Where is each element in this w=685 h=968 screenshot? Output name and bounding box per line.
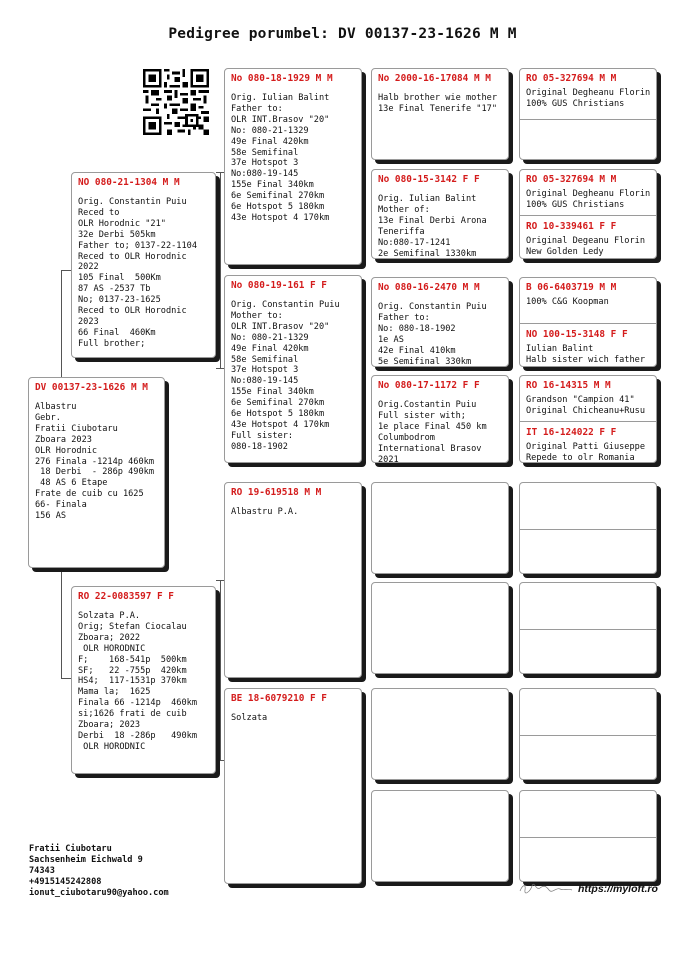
pigeon-card-empty[interactable] xyxy=(371,688,509,780)
ring-number: No 080-15-3142 F F xyxy=(378,174,480,185)
owner-phone: +4915145242808 xyxy=(29,877,102,887)
card-details: Original Degheanu Florin 100% GUS Christians xyxy=(526,88,651,109)
connector-line xyxy=(220,580,221,760)
pigeon-card-father-father[interactable] xyxy=(224,68,362,265)
card-details: Orig. Constantin Puiu Father to: No: 080-18-1902 1e AS 42e Final 410km 5e Semifinal 330km xyxy=(378,302,487,367)
pigeon-card-g7-g8[interactable] xyxy=(519,375,657,463)
ring-number: RO 16-14315 M M xyxy=(526,380,611,391)
ring-number: No 080-17-1172 F F xyxy=(378,380,480,391)
connector-line xyxy=(61,568,62,678)
ring-number: No 2000-16-17084 M M xyxy=(378,73,491,84)
connector-line xyxy=(61,678,71,679)
pigeon-card-empty[interactable] xyxy=(371,790,509,882)
pigeon-card-fmf[interactable] xyxy=(371,277,509,367)
ring-number: No 080-16-2470 M M xyxy=(378,282,480,293)
card-details: Iulian Balint Halb sister wich father xyxy=(526,343,645,365)
pigeon-card-fmm[interactable] xyxy=(371,375,509,463)
card-details: Original Degeanu Florin New Golden Ledy xyxy=(526,235,645,257)
ring-number: RO 05-327694 M M xyxy=(526,174,617,185)
pigeon-card-empty[interactable] xyxy=(371,582,509,674)
ring-number: NO 100-15-3148 F F xyxy=(526,328,628,340)
pigeon-card-mother[interactable] xyxy=(71,586,216,774)
connector-line xyxy=(61,270,71,271)
pigeon-card-empty[interactable] xyxy=(519,582,657,674)
owner-contact xyxy=(29,844,169,899)
card-details: Albastru P.A. xyxy=(231,507,299,517)
pigeon-card-subject[interactable] xyxy=(28,377,165,568)
ring-number: No 080-19-161 F F xyxy=(231,280,327,291)
owner-name: Fratii Ciubotaru xyxy=(29,844,112,854)
website-link[interactable]: https://myloft.ro xyxy=(578,883,658,895)
pigeon-card-g5-g6[interactable] xyxy=(519,277,657,367)
ring-number: RO 22-0083597 F F xyxy=(78,591,174,602)
card-details: Orig.Costantin Puiu Full sister with; 1e place Final 450 km Columbodrom International Brasov 2021 xyxy=(378,400,487,463)
card-details: Orig. Iulian Balint Mother of: 13e Final Derbi Arona Teneriffa No:080-17-1241 2e Semifinal 1330km xyxy=(378,194,487,259)
owner-email[interactable]: ionut_ciubotaru90@yahoo.com xyxy=(29,888,169,898)
card-details: Original Patti Giuseppe Repede to olr Romania xyxy=(526,441,645,463)
card-details: Solzata P.A. Orig; Stefan Ciocalau Zboara; 2022 OLR HORODNIC F; 168-541p 500km SF; 22 -755p 420km HS4; 117-1531p 370km Mama la; 1625 Finala 66 -1214p 460km si;1626 frati de cuib Zboara; 2023 Derbi 18 -286p 490km OLR HORODNIC xyxy=(78,611,197,752)
card-details: Orig. Constantin Puiu Reced to OLR Horodnic "21" 32e Derbi 505km Father to; 0137-22-1104 Reced to OLR Horodnic 2022 105 Final 500Km 87 AS -2537 Tb No; 0137-23-1625 Reced to OLR Horodnic 2023 66 Final 460Km Full brother; xyxy=(78,197,197,349)
ring-number: RO 10-339461 F F xyxy=(526,220,617,232)
card-details: Albastru Gebr. Fratii Ciubotaru Zboara 2023 OLR Horodnic 276 Finala -1214p 460km 18 Derbi - 286p 490km 48 AS 6 Etape Frate de cuib cu 1625 66- Finala 156 AS xyxy=(35,402,154,522)
ring-number: RO 05-327694 M M xyxy=(526,73,617,84)
ring-number: NO 080-21-1304 M M xyxy=(78,177,180,188)
pigeon-card-empty[interactable] xyxy=(519,790,657,882)
pigeon-card-g3-g4[interactable] xyxy=(519,169,657,259)
ring-number: B 06-6403719 M M xyxy=(526,282,617,293)
owner-address: Sachsenheim Eichwald 9 xyxy=(29,855,143,865)
pigeon-card-empty[interactable] xyxy=(519,688,657,780)
card-details: Solzata xyxy=(231,713,268,723)
connector-line xyxy=(220,172,221,368)
card-details: Orig. Iulian Balint Father to: OLR INT.Brasov "20" No: 080-21-1329 49e Final 420km 58e Semifinal 37e Hotspot 3 No:080-19-145 155e Final 340km 6e Semifinal 270km 6e Hotspot 5 180km 43e Hotspot 4 170km xyxy=(231,93,330,223)
owner-postcode: 74343 xyxy=(29,866,55,876)
connector-line xyxy=(216,368,224,369)
pigeon-card-mother-mother[interactable] xyxy=(224,688,362,884)
card-details: Grandson "Campion 41" Original Chicheanu+Rusu xyxy=(526,395,645,416)
pigeon-card-ffm[interactable] xyxy=(371,169,509,259)
connector-line xyxy=(61,270,62,380)
connector-line xyxy=(216,580,224,581)
card-details: Halb brother wie mother 13e Final Tenerife "17" xyxy=(378,93,497,114)
connector-line xyxy=(216,172,224,173)
ring-number: No 080-18-1929 M M xyxy=(231,73,333,84)
connector-line xyxy=(216,760,224,761)
card-details: Original Degheanu Florin 100% GUS Christians xyxy=(526,189,651,210)
card-details: Orig. Constantin Puiu Mother to: OLR INT.Brasov "20" No: 080-21-1329 49e Final 420km 58e Semifinal 37e Hotspot 3 No:080-19-145 155e Final 340km 6e Semifinal 270km 6e Hotspot 5 180km 43e Hotspot 4 170km Full sister: 080-18-1902 xyxy=(231,300,340,452)
pigeon-card-father[interactable] xyxy=(71,172,216,358)
ring-number: IT 16-124022 F F xyxy=(526,426,617,438)
pigeon-card-g1[interactable] xyxy=(519,68,657,160)
qr-code-icon xyxy=(143,69,209,135)
ring-number: BE 18-6079210 F F xyxy=(231,693,327,704)
pigeon-card-fff[interactable] xyxy=(371,68,509,160)
pigeon-card-empty[interactable] xyxy=(519,482,657,574)
ring-number: DV 00137-23-1626 M M xyxy=(35,382,148,393)
pigeon-card-father-mother[interactable] xyxy=(224,275,362,463)
page-title: Pedigree porumbel: DV 00137-23-1626 M M xyxy=(168,26,517,42)
card-details: 100% C&G Koopman xyxy=(526,297,609,307)
pigeon-card-mother-father[interactable] xyxy=(224,482,362,678)
ring-number: RO 19-619518 M M xyxy=(231,487,322,498)
pigeon-card-empty[interactable] xyxy=(371,482,509,574)
signature-icon xyxy=(518,882,574,894)
